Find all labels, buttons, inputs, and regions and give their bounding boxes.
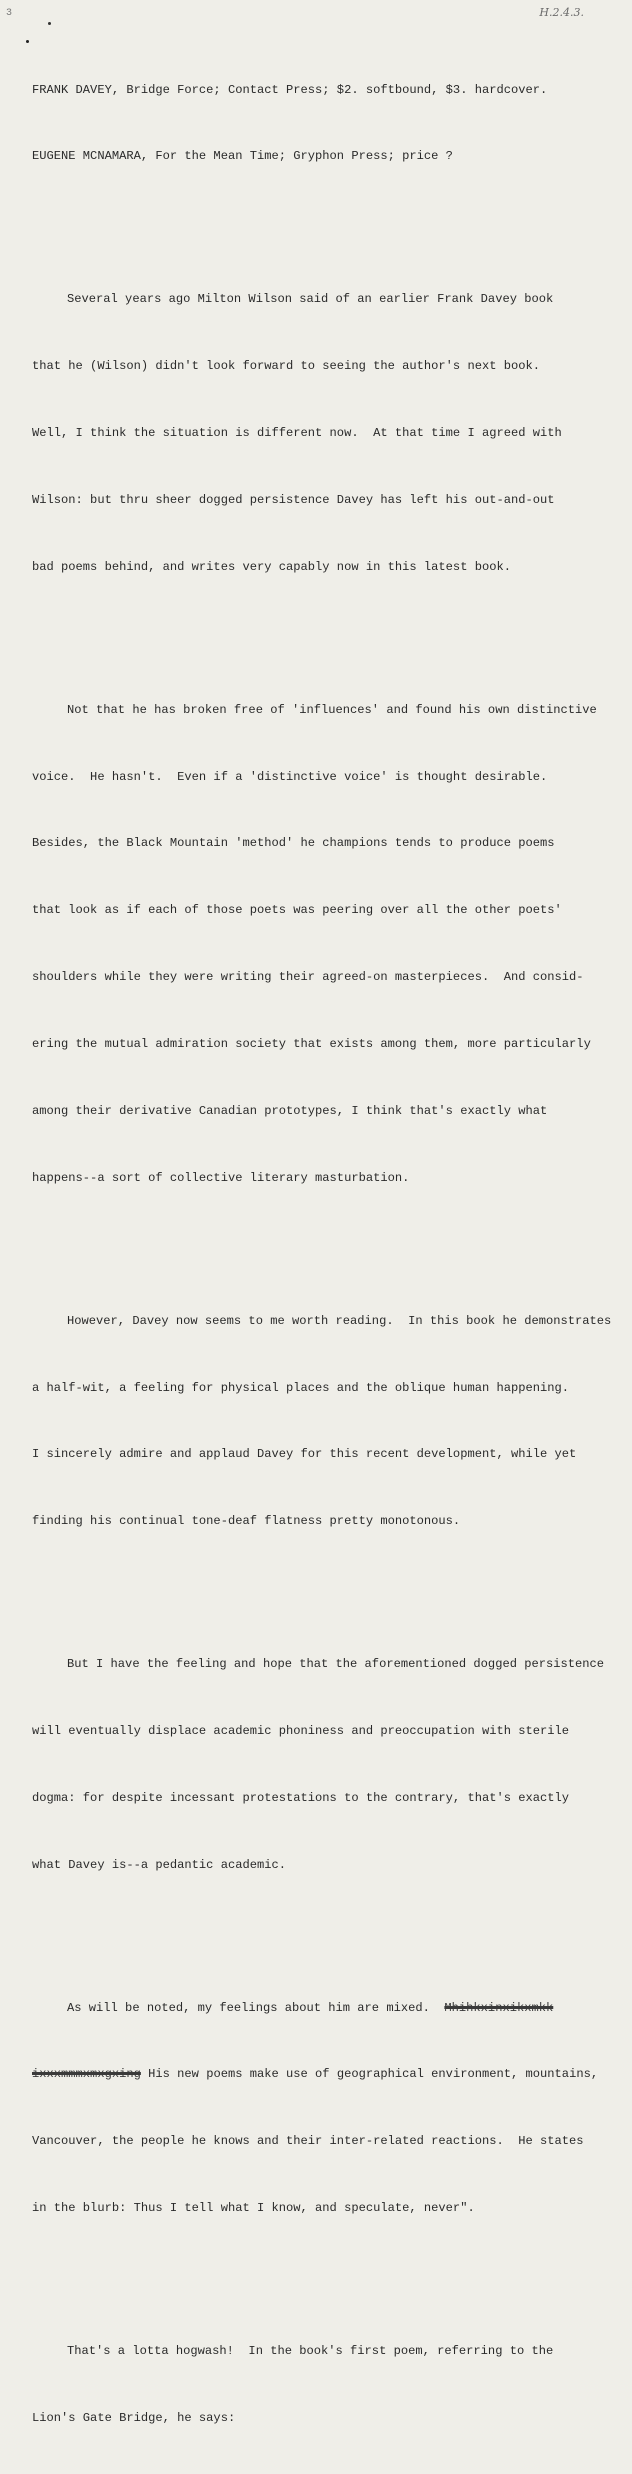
paragraph-3-line: finding his continual tone-deaf flatness pretty monotonous.	[32, 1514, 461, 1529]
paragraph-6-line: Lion's Gate Bridge, he says:	[32, 2410, 236, 2425]
ink-mark	[48, 22, 51, 25]
paragraph-2-line: happens--a sort of collective literary masturbation.	[32, 1170, 410, 1185]
paragraph-4-line: But I have the feeling and hope that the aforementioned dogged persistence	[67, 1657, 605, 1672]
handwritten-catalog-number: H.2.4.3.	[539, 6, 584, 19]
paragraph-3-line: I sincerely admire and applaud Davey for this recent development, while yet	[32, 1447, 577, 1462]
heading-line-1: FRANK DAVEY, Bridge Force; Contact Press; $2. softbound, $3. hardcover.	[32, 82, 548, 97]
paragraph-4-line: dogma: for despite incessant protestations to the contrary, that's exactly	[32, 1790, 570, 1805]
paragraph-2-line: Besides, the Black Mountain 'method' he champions tends to produce poems	[32, 836, 555, 851]
struck-out-text: Mhihkxinxikxmkk	[444, 2000, 554, 2015]
page-corner-mark: 3	[6, 8, 13, 19]
paragraph-1-line: that he (Wilson) didn't look forward to seeing the author's next book.	[32, 359, 541, 374]
paragraph-1-line: Well, I think the situation is different now. At that time I agreed with	[32, 426, 562, 441]
paragraph-3-line: However, Davey now seems to me worth reading. In this book he demonstrates	[67, 1313, 612, 1328]
paragraph-5-text: His new poems make use of geographical environment, mountains,	[140, 2067, 599, 2082]
paragraph-2-line: voice. He hasn't. Even if a 'distinctive voice' is thought desirable.	[32, 769, 548, 784]
paragraph-3-line: a half-wit, a feeling for physical places and the oblique human happening.	[32, 1380, 570, 1395]
paragraph-6-line: That's a lotta hogwash! In the book's first poem, referring to the	[67, 2343, 554, 2358]
heading-line-2: EUGENE MCNAMARA, For the Mean Time; Gryphon Press; price ?	[32, 149, 453, 164]
paragraph-4-line: will eventually displace academic phoniness and preoccupation with sterile	[32, 1723, 570, 1738]
paragraph-5-line: Vancouver, the people he knows and their inter-related reactions. He states	[32, 2134, 584, 2149]
paragraph-1-line: bad poems behind, and writes very capably now in this latest book.	[32, 559, 511, 574]
paragraph-1-line: Wilson: but thru sheer dogged persistence Davey has left his out-and-out	[32, 492, 555, 507]
paragraph-5-text: As will be noted, my feelings about him are mixed.	[67, 2000, 445, 2015]
typed-review-text	[32, 34, 632, 2474]
bullet-mark	[26, 40, 29, 43]
paragraph-2-line: that look as if each of those poets was peering over all the other poets'	[32, 903, 562, 918]
paragraph-5-line	[32, 1997, 632, 2019]
struck-out-text: ixxxmmmxmxgxing	[32, 2067, 141, 2082]
paragraph-2-line: among their derivative Canadian prototypes, I think that's exactly what	[32, 1103, 548, 1118]
paragraph-5-line	[32, 2063, 632, 2085]
paragraph-5-line: in the blurb: Thus I tell what I know, and speculate, never".	[32, 2201, 475, 2216]
paragraph-2-line: shoulders while they were writing their agreed-on masterpieces. And consid-	[32, 970, 584, 985]
paragraph-2-line: Not that he has broken free of 'influences' and found his own distinctive	[67, 702, 597, 717]
paragraph-4-line: what Davey is--a pedantic academic.	[32, 1857, 287, 1872]
paragraph-1-line: Several years ago Milton Wilson said of an earlier Frank Davey book	[67, 292, 554, 307]
paragraph-2-line: ering the mutual admiration society that exists among them, more particularly	[32, 1037, 591, 1052]
